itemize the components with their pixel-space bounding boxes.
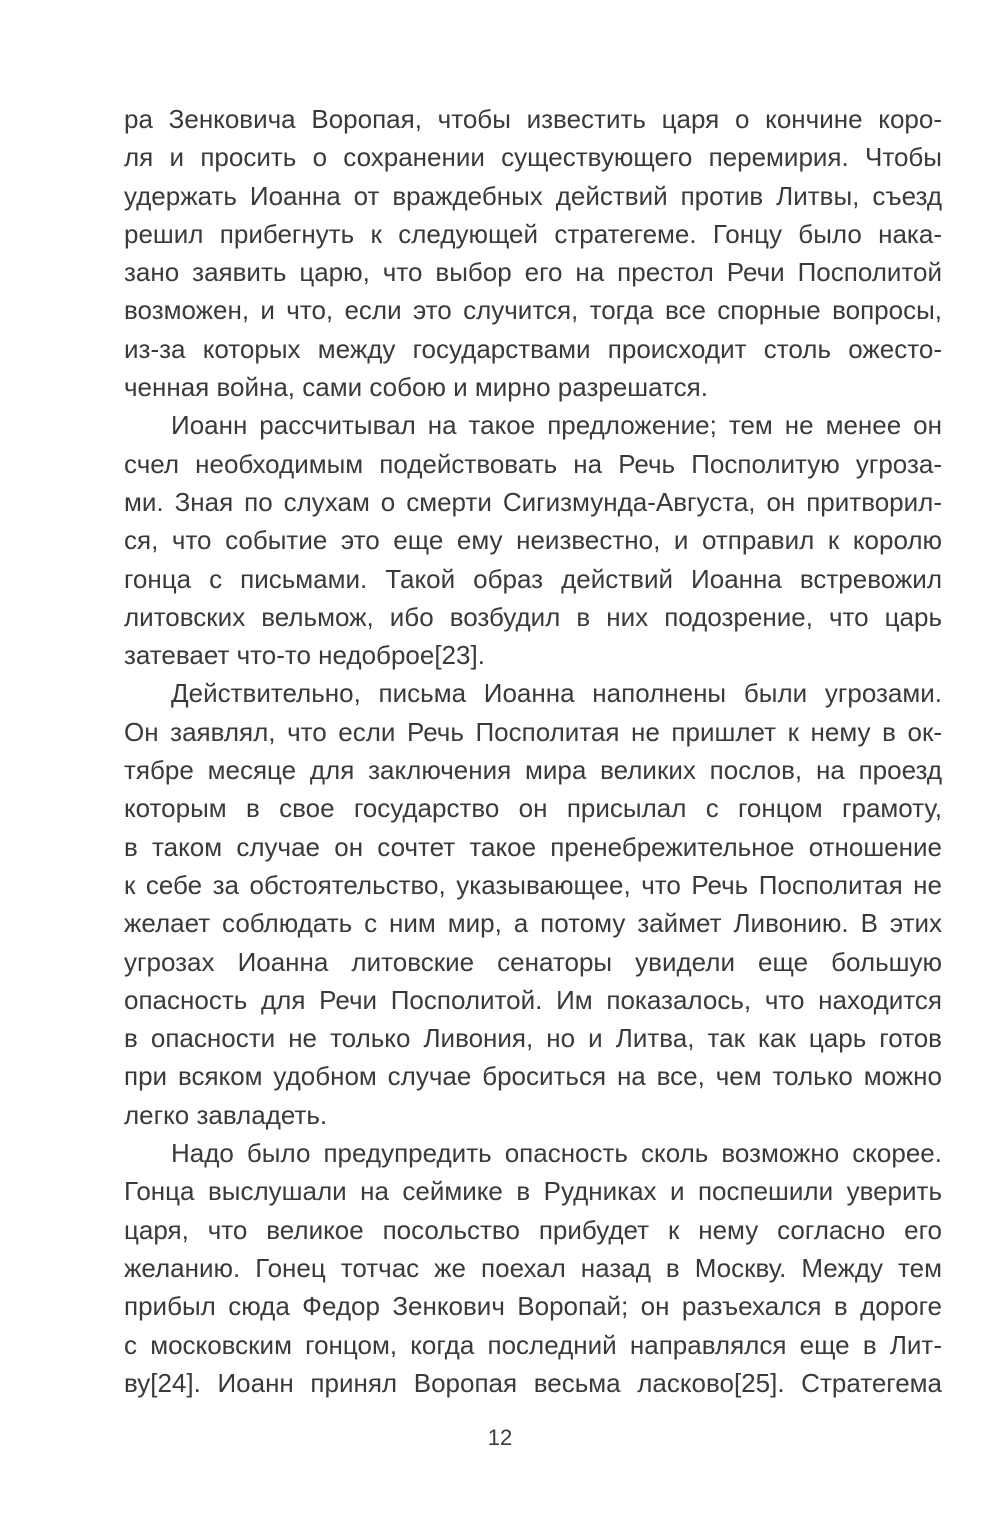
text-line: в опасности не только Ливония, но и Литва, так как царь готов xyxy=(124,1023,942,1054)
text-line: Надо было предупредить опасность сколь возможно скорее. xyxy=(171,1138,942,1169)
text-line: опасность для Речи Посполитой. Им показалось, что находится xyxy=(124,984,942,1015)
text-line: ву[24]. Иоанн принял Воропая весьма ласково[25]. Стратегема xyxy=(124,1367,942,1398)
text-line: возможен, и что, если это случится, тогда все спорные вопросы, xyxy=(124,295,942,326)
text-line: Он заявлял, что если Речь Посполитая не пришлет к нему в ок- xyxy=(124,716,942,747)
text-line: ми. Зная по слухам о смерти Сигизмунда-Августа, он притворил- xyxy=(124,486,942,517)
body-text xyxy=(124,100,942,1402)
text-line: ра Зенковича Воропая, чтобы известить царя о кончине коро- xyxy=(124,104,942,134)
text-line: ся, что событие это еще ему неизвестно, и отправил к королю xyxy=(124,525,942,556)
text-line: тябре месяце для заключения мира великих послов, на проезд xyxy=(124,755,942,786)
text-line: прибыл сюда Федор Зенкович Воропай; он разъехался в дороге xyxy=(124,1291,942,1322)
paragraph-1 xyxy=(124,100,942,406)
text-line: гонца с письмами. Такой образ действий Иоанна встревожил xyxy=(124,563,942,594)
text-line: легко завладеть. xyxy=(124,1099,328,1130)
text-line: с московским гонцом, когда последний направлялся еще в Лит- xyxy=(124,1329,942,1360)
text-line: к себе за обстоятельство, указывающее, что Речь Посполитая не xyxy=(124,869,942,900)
text-line: угрозах Иоанна литовские сенаторы увидели еще большую xyxy=(124,946,942,977)
text-line: которым в свое государство он присылал с гонцом грамоту, xyxy=(124,793,942,824)
text-line: из-за которых между государствами происходит столь ожесто- xyxy=(124,333,942,364)
text-line: Иоанн рассчитывал на такое предложение; тем не менее он xyxy=(171,410,942,441)
text-line: затевает что-то недоброе[23]. xyxy=(124,640,485,671)
text-line: решил прибегнуть к следующей стратегеме. Гонцу было нака- xyxy=(124,218,942,249)
paragraph-2 xyxy=(124,406,942,674)
text-line: зано заявить царю, что выбор его на престол Речи Посполитой xyxy=(124,257,942,288)
text-line: удержать Иоанна от враждебных действий против Литвы, съезд xyxy=(124,180,942,211)
page-number: 12 xyxy=(487,1425,513,1450)
text-line: литовских вельмож, ибо возбудил в них подозрение, что царь xyxy=(124,601,942,632)
text-line: царя, что великое посольство прибудет к нему согласно его xyxy=(124,1214,942,1245)
text-line: при всяком удобном случае броситься на все, чем только можно xyxy=(124,1061,942,1092)
text-line: желает соблюдать с ним мир, а потому займет Ливонию. В этих xyxy=(124,908,942,939)
text-line: желанию. Гонец тотчас же поехал назад в Москву. Между тем xyxy=(124,1252,942,1283)
paragraph-3 xyxy=(124,674,942,1134)
text-line: ченная война, сами собою и мирно разрешатся. xyxy=(124,372,708,403)
text-line: счел необходимым подействовать на Речь Посполитую угроза- xyxy=(124,448,942,479)
text-line: в таком случае он сочтет такое пренебрежительное отношение xyxy=(124,831,942,862)
paragraph-4 xyxy=(124,1134,942,1402)
text-line: Гонца выслушали на сеймике в Рудниках и поспешили уверить xyxy=(124,1176,942,1207)
text-line: ля и просить о сохранении существующего перемирия. Чтобы xyxy=(124,142,942,173)
text-line: Действительно, письма Иоанна наполнены были угрозами. xyxy=(171,678,942,709)
